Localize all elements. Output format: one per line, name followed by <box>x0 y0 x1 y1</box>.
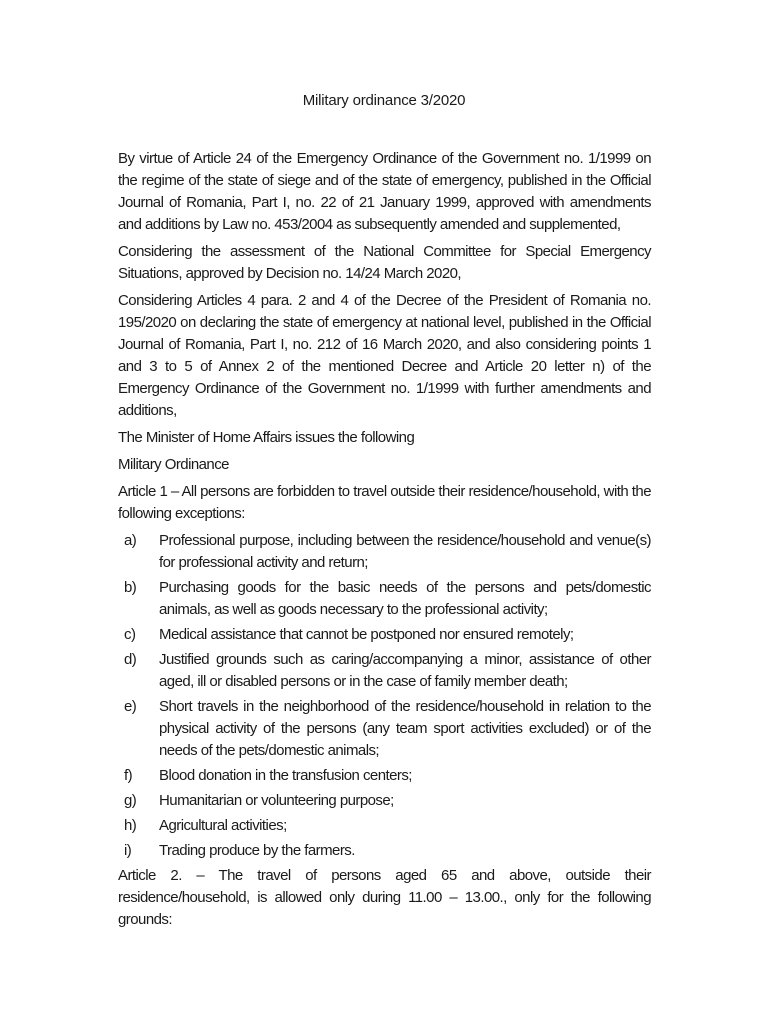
list-item <box>118 815 651 837</box>
list-marker: g) <box>124 792 137 809</box>
considering-paragraph: Considering Articles 4 para. 2 and 4 of the Decree of the President of Romania no. 195/2020 on declaring the state of emergency at national level, published in the Official Journal of Romania, Part I, no. 212 of 16 March 2020, and also considering points 1 and 3 to 5 of Annex 2 of the mentioned Decree and Article 20 letter n) of the Emergency Ordinance of the Government no. 1/1999 with further amendments and additions, <box>118 292 651 419</box>
list-item <box>118 765 651 787</box>
list-item <box>118 840 651 862</box>
list-item-text: Short travels in the neighborhood of the residence/household in relation to the physical activity of the persons (any team sport activities excluded) or of the needs of the pets/domestic animals; <box>159 698 651 759</box>
article-1-text: Article 1 – All persons are forbidden to travel outside their residence/household, with the following exceptions: <box>118 483 651 522</box>
document-body <box>118 148 651 936</box>
list-marker: f) <box>124 767 133 784</box>
list-marker: h) <box>124 817 137 834</box>
list-item-text: Purchasing goods for the basic needs of the persons and pets/domestic animals, as well as goods necessary to the professional activity; <box>159 579 651 618</box>
issuer-paragraph: The Minister of Home Affairs issues the following <box>118 429 415 446</box>
list-marker: a) <box>124 532 137 549</box>
list-item <box>118 624 651 646</box>
list-item-text: Agricultural activities; <box>159 817 287 834</box>
list-item-text: Blood donation in the transfusion centers; <box>159 767 412 784</box>
document-title: Military ordinance 3/2020 <box>302 92 466 109</box>
list-marker: i) <box>124 842 132 859</box>
considering-paragraph: Considering the assessment of the National Committee for Special Emergency Situations, approved by Decision no. 14/24 March 2020, <box>118 243 651 282</box>
ordinance-heading: Military Ordinance <box>118 456 229 473</box>
list-marker: d) <box>124 651 137 668</box>
list-marker: e) <box>124 698 137 715</box>
list-item <box>118 577 651 621</box>
list-item <box>118 649 651 693</box>
list-item-text: Humanitarian or volunteering purpose; <box>159 792 394 809</box>
exceptions-list <box>118 530 651 862</box>
list-item <box>118 530 651 574</box>
article-2-text: Article 2. – The travel of persons aged 65 and above, outside their residence/household, is allowed only during 11.00 – 13.00., only for the following grounds: <box>118 867 651 928</box>
preamble-paragraph: By virtue of Article 24 of the Emergency Ordinance of the Government no. 1/1999 on the regime of the state of siege and of the state of emergency, published in the Official Journal of Romania, Part I, no. 22 of 21 January 1999, approved with amendments and additions by Law no. 453/2004 as subsequently amended and supplemented, <box>118 150 651 233</box>
list-item-text: Trading produce by the farmers. <box>159 842 355 859</box>
list-marker: c) <box>124 626 136 643</box>
list-item-text: Medical assistance that cannot be postponed nor ensured remotely; <box>159 626 574 643</box>
list-item-text: Professional purpose, including between the residence/household and venue(s) for professional activity and return; <box>159 532 651 571</box>
list-item-text: Justified grounds such as caring/accompanying a minor, assistance of other aged, ill or disabled persons or in the case of family member death; <box>159 651 651 690</box>
list-marker: b) <box>124 579 137 596</box>
list-item <box>118 696 651 762</box>
list-item <box>118 790 651 812</box>
